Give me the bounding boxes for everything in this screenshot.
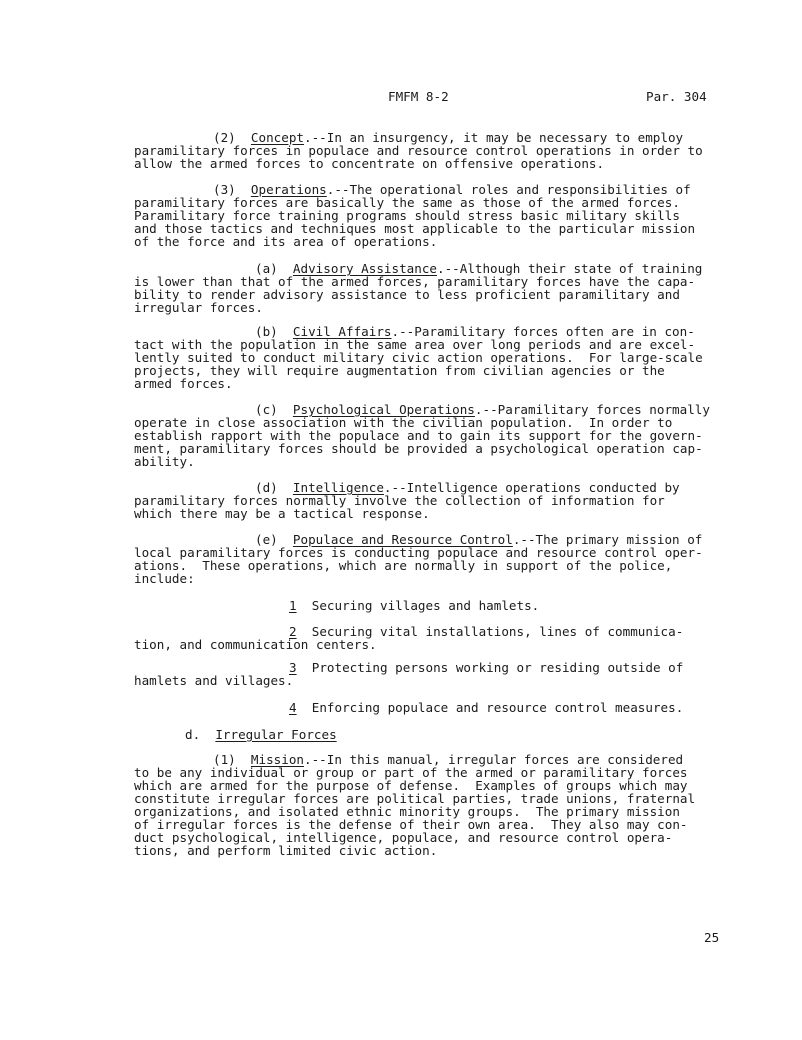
- document-id: FMFM 8-2: [388, 89, 449, 104]
- concept-paragraph: (2) Concept.--In an insurgency, it may be necessary to employ paramilitary forces in populace and resource control operations in order to allow the armed forces to concentrate on offensive operations.: [134, 130, 703, 171]
- list-item: 4 Enforcing populace and resource control measures.: [289, 700, 684, 715]
- section-number: d.: [185, 727, 201, 742]
- operations-paragraph: (3) Operations.--The operational roles and responsibilities of paramilitary forces are basically the same as those of the armed forces. Paramilitary force training programs should stress basic military skills and those tactics and techniques most applicable to the particular mission of the force and its area of operations.: [134, 182, 696, 249]
- intel-heading: Intelligence: [292, 480, 384, 495]
- operations-heading: Operations: [250, 182, 327, 197]
- page-number: 25: [704, 930, 720, 945]
- section-title: Irregular Forces: [215, 727, 337, 742]
- operations-number: (3): [213, 182, 236, 197]
- populace-number: (e): [255, 532, 278, 547]
- mission-heading: Mission: [250, 752, 304, 767]
- civil-heading: Civil Affairs: [292, 324, 392, 339]
- mission-number: (1): [213, 752, 236, 767]
- concept-heading: Concept: [250, 130, 304, 145]
- irregular-forces-section-heading: [134, 728, 724, 741]
- psyops-number: (c): [255, 402, 278, 417]
- advisory-heading: Advisory Assistance: [292, 261, 437, 276]
- list-item-number: 2: [289, 624, 297, 639]
- civil-number: (b): [255, 324, 278, 339]
- mission-paragraph: (1) Mission.--In this manual, irregular forces are considered to be any individual or group or part of the armed or paramilitary forces which are armed for the purpose of defense. Examples of groups which may constitute irregular forces are political parties, trade unions, fraternal organizations, and isolated ethnic minority groups. The primary mission of irregular forces is the defense of their own area. They also may con- duct psychological, intelligence, populace, and resource control opera- tions, and perform limited civic action.: [134, 752, 696, 858]
- psychological-operations-paragraph: (c) Psychological Operations.--Paramilitary forces normally operate in close association with the civilian population. In order to establish rapport with the populace and to gain its support for the govern- ment, paramilitary forces should be provided a psychological operation cap- ability.: [134, 402, 710, 469]
- list-item: 2 Securing vital installations, lines of communica- tion, and communication centers.: [134, 624, 684, 652]
- list-item-number: 1: [289, 598, 297, 613]
- intelligence-paragraph: (d) Intelligence.--Intelligence operations conducted by paramilitary forces normally involve the collection of information for which there may be a tactical response.: [134, 480, 680, 521]
- advisory-assistance-paragraph: (a) Advisory Assistance.--Although their state of training is lower than that of the armed forces, paramilitary forces have the capa- bility to render advisory assistance to less proficient paramilitary and irregular forces.: [134, 261, 703, 315]
- list-item-number: 4: [289, 700, 297, 715]
- psyops-heading: Psychological Operations: [292, 402, 475, 417]
- paragraph-number: Par. 304: [646, 89, 707, 104]
- populace-resource-control-paragraph: (e) Populace and Resource Control.--The primary mission of local paramilitary forces is conducting populace and resource control oper- ations. These operations, which are normally in support of the police, include:: [134, 532, 703, 586]
- civil-affairs-paragraph: (b) Civil Affairs.--Paramilitary forces often are in con- tact with the population in the same area over long periods and are excel- lently suited to conduct military civic action operations. For large-scale projects, they will require augmentation from civilian agencies or the armed forces.: [134, 324, 703, 391]
- advisory-number: (a): [255, 261, 278, 276]
- intel-number: (d): [255, 480, 278, 495]
- list-item-number: 3: [289, 660, 297, 675]
- populace-heading: Populace and Resource Control: [292, 532, 513, 547]
- list-item: 1 Securing villages and hamlets.: [289, 598, 540, 613]
- concept-number: (2): [213, 130, 236, 145]
- list-item: 3 Protecting persons working or residing outside of hamlets and villages.: [134, 660, 684, 688]
